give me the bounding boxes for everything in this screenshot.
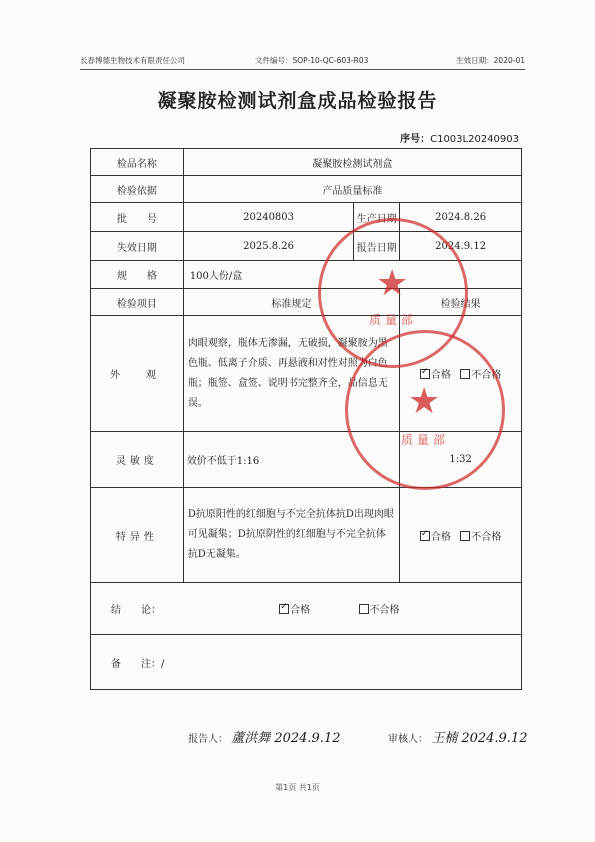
report-title: 凝聚胺检测试剂盒成品检验报告: [157, 90, 438, 112]
items-header-item: 检验项目: [91, 289, 184, 316]
reviewer-label: 审核人：: [388, 734, 428, 745]
stamp-label: 质量部: [368, 313, 417, 327]
specificity-pass-checkbox[interactable]: [420, 531, 430, 541]
stamp-label: 质量部: [400, 433, 449, 447]
remarks-label: 备 注：: [111, 658, 161, 670]
appearance-fail-label: 不合格: [471, 370, 502, 381]
conclusion-fail-checkbox[interactable]: [359, 604, 369, 614]
report-date-label: 报告日期: [354, 232, 400, 261]
conclusion-fail-label: 不合格: [369, 605, 400, 616]
batch-value: 20240803: [183, 203, 354, 232]
specificity-pass-label: 合格: [430, 531, 451, 543]
product-name-label: 检品名称: [91, 149, 184, 176]
reviewer-handwriting: 王楠 2024.9.12: [431, 731, 528, 746]
reporter-handwriting: 蘆洪舞 2024.9.12: [231, 731, 341, 746]
version-date: 生效日期：2020-01: [456, 56, 525, 65]
expiry-value: 2025.8.26: [183, 232, 354, 261]
table-row: [91, 149, 522, 176]
report-date-value: 2024.9.12: [400, 232, 522, 261]
specificity-label: 特异性: [91, 488, 184, 583]
spec-value: 100人份/盒: [183, 261, 521, 289]
sensitivity-standard: 效价不低于1:16: [183, 432, 399, 488]
spec-label: 规 格: [91, 261, 184, 289]
production-date-value: 2024.8.26: [400, 203, 522, 232]
table-row: [91, 635, 522, 690]
appearance-label: 外 观: [91, 316, 184, 432]
conclusion-pass-checkbox[interactable]: [279, 604, 289, 614]
specificity-fail-checkbox[interactable]: [460, 531, 470, 541]
reporter-signature: [188, 727, 340, 746]
stamp-star-icon: ★: [408, 381, 441, 422]
specificity-fail-label: 不合格: [471, 531, 502, 543]
appearance-standard: 肉眼观察，瓶体无渗漏，无破损，凝聚胺为黑色瓶、低离子介质、再悬液和对性对照为白色瓶；瓶签、盒签、说明书完整齐全，品信息无误。: [183, 316, 399, 432]
stamp-star-icon: ★: [376, 263, 409, 304]
page-footer: 第1页 共1页: [275, 783, 320, 792]
reviewer-signature: [388, 727, 527, 746]
basis-label: 检验依据: [91, 176, 184, 203]
specificity-result: [400, 488, 522, 583]
remarks-value: /: [161, 658, 165, 670]
conclusion-pass-label: 合格: [290, 605, 311, 616]
company-name: 长春博德生物技术有限责任公司: [80, 56, 185, 65]
items-header-result: 检验结果: [400, 289, 522, 316]
document-number: 文件编号：SOP-10-QC-603-R03: [255, 56, 369, 65]
items-header-standard: 标准规定: [183, 289, 399, 316]
specificity-standard: D抗原阳性的红细胞与不完全抗体抗D出现肉眼可见凝集；D抗原阴性的红细胞与不完全抗体抗D无凝集。: [183, 488, 399, 583]
expiry-label: 失效日期: [91, 232, 184, 261]
remarks-cell: [91, 635, 522, 690]
quality-stamp: [345, 330, 505, 490]
serial-label: 序号：: [400, 134, 431, 145]
reporter-label: 报告人：: [188, 734, 228, 745]
table-row: [91, 203, 522, 232]
table-row: [91, 488, 522, 583]
appearance-pass-label: 合格: [430, 370, 451, 381]
batch-label: 批 号: [91, 203, 184, 232]
sensitivity-result: 1:32: [400, 432, 522, 488]
basis-value: 产品质量标准: [183, 176, 521, 203]
serial-number: [400, 130, 519, 145]
document-header: [80, 55, 525, 69]
sensitivity-label: 灵敏度: [91, 432, 184, 488]
conclusion-cell: [91, 583, 522, 635]
serial-value: C1003L20240903: [430, 134, 519, 145]
product-name-value: 凝聚胺检测试剂盒: [183, 149, 521, 176]
conclusion-label: 结 论：: [111, 605, 161, 616]
table-row: [91, 176, 522, 203]
production-date-label: 生产日期: [354, 203, 400, 232]
table-row: [91, 583, 522, 635]
header-divider: [80, 69, 525, 70]
